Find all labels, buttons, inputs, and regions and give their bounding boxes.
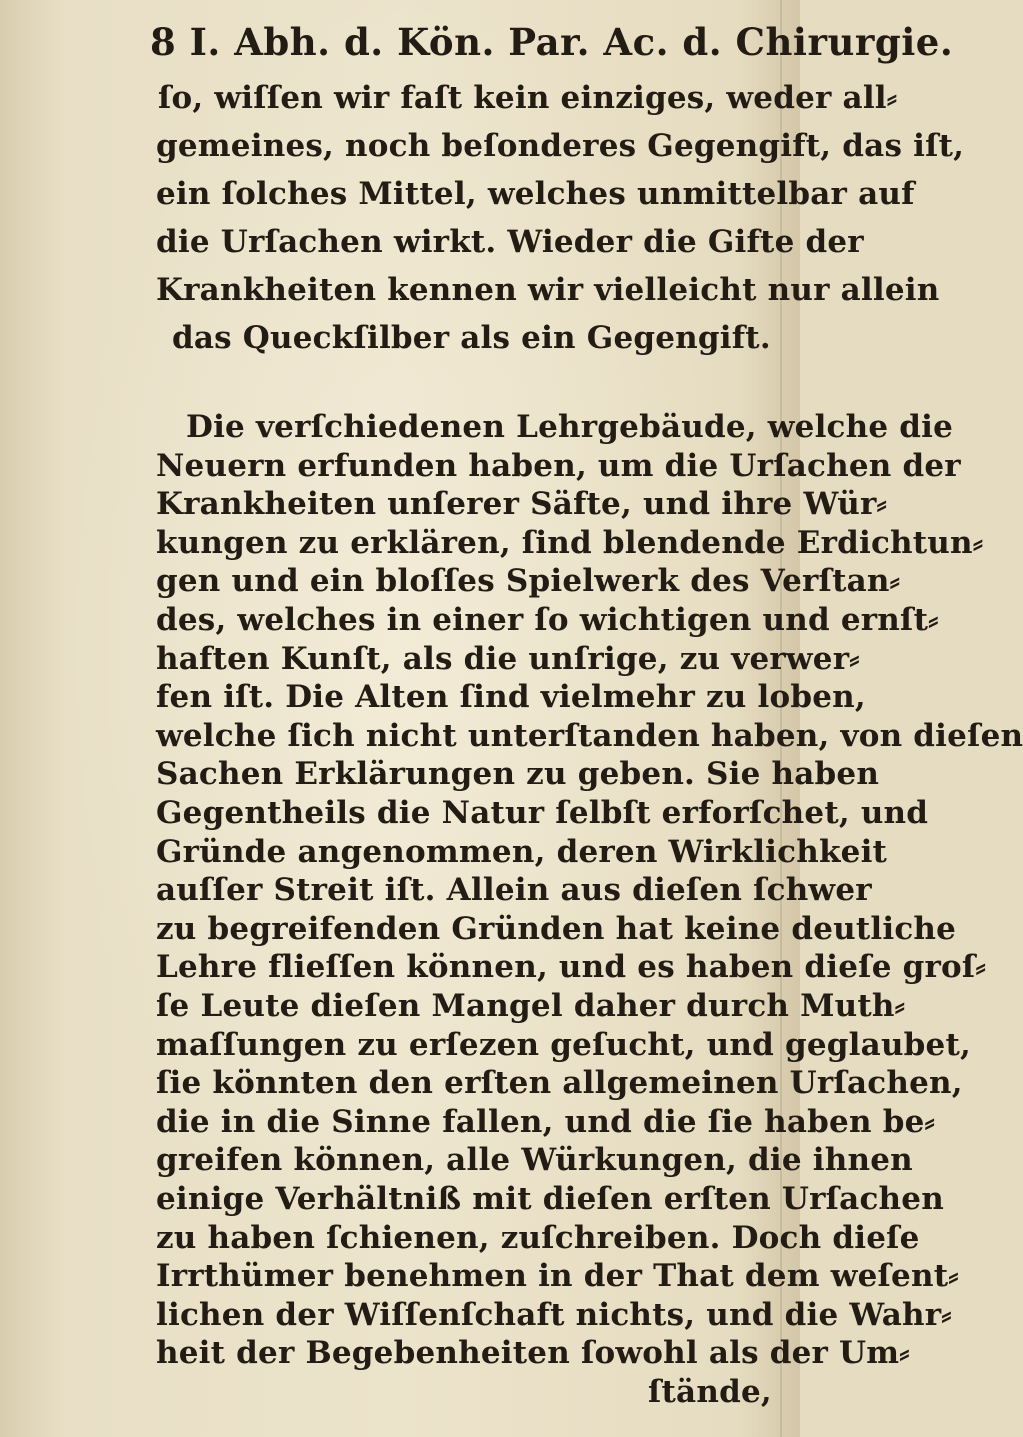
text-line: gen und ein bloſſes Spielwerk des Verſtan⸗ <box>156 563 901 600</box>
text-line: das Queckſilber als ein Gegengift. <box>172 320 771 356</box>
text-line: welche ſich nicht unterſtanden haben, von dieſen <box>156 717 1023 754</box>
text-line: des, welches in einer ſo wichtigen und ernſt⸗ <box>156 602 939 638</box>
text-line: Sachen Erklärungen zu geben. Sie haben <box>156 756 880 793</box>
text-line: Krankheiten kennen wir vielleicht nur allein <box>156 272 940 308</box>
text-line: zu haben ſchienen, zuſchreiben. Doch dieſe <box>156 1219 920 1256</box>
text-line: lichen der Wiſſenſchaft nichts, und die Wahr⸗ <box>156 1296 952 1333</box>
text-line: die Urſachen wirkt. Wieder die Gifte der <box>156 224 864 260</box>
text-line: Gründe angenommen, deren Wirklichkeit <box>156 833 888 870</box>
text-line: heit der Begebenheiten ſowohl als der Um⸗ <box>156 1335 910 1372</box>
text-line: maſſungen zu erſezen geſucht, und geglaubet, <box>156 1026 971 1063</box>
text-line: Irrthümer benehmen in der That dem weſent⸗ <box>156 1258 959 1295</box>
text-line: zu begreifenden Gründen hat keine deutliche <box>156 910 957 947</box>
text-line: greifen können, alle Würkungen, die ihnen <box>156 1142 913 1179</box>
text-line: ſie könnten den erſten allgemeinen Urſachen, <box>156 1065 963 1102</box>
text-line: ein ſolches Mittel, welches unmittelbar auf <box>156 176 915 212</box>
text-line: haften Kunſt, als die unſrige, zu verwer⸗ <box>156 640 860 677</box>
text-line: einige Verhältniß mit dieſen erſten Urſachen <box>156 1181 944 1217</box>
text-line: die in die Sinne fallen, und die ſie haben be⸗ <box>156 1103 936 1140</box>
text-line: Neuern erfunden haben, um die Urſachen der <box>156 447 961 484</box>
text-line: fen iſt. Die Alten ſind vielmehr zu loben, <box>156 679 866 716</box>
text-line: Die verſchiedenen Lehrgebäude, welche die <box>186 409 954 445</box>
running-head: 8 I. Abh. d. Kön. Par. Ac. d. Chirurgie. <box>150 20 954 64</box>
text-line: Gegentheils die Natur ſelbſt erforſchet, und <box>156 795 929 831</box>
text-line: auſſer Streit iſt. Allein aus dieſen ſchwer <box>156 872 872 909</box>
catchword: ſtände, <box>648 1374 772 1410</box>
text-line: ſo, wiſſen wir faſt kein einziges, weder all⸗ <box>158 80 898 116</box>
text-line: gemeines, noch beſonderes Gegengift, das iſt, <box>156 128 965 164</box>
text-line: ſe Leute dieſen Mangel daher durch Muth⸗ <box>156 988 906 1024</box>
text-line: Lehre flieſſen können, und es haben dieſe groſ⸗ <box>156 949 986 986</box>
text-line: kungen zu erklären, ſind blendende Erdichtun⸗ <box>156 524 984 561</box>
text-line: Krankheiten unſerer Säfte, und ihre Wür⸗ <box>156 486 888 523</box>
